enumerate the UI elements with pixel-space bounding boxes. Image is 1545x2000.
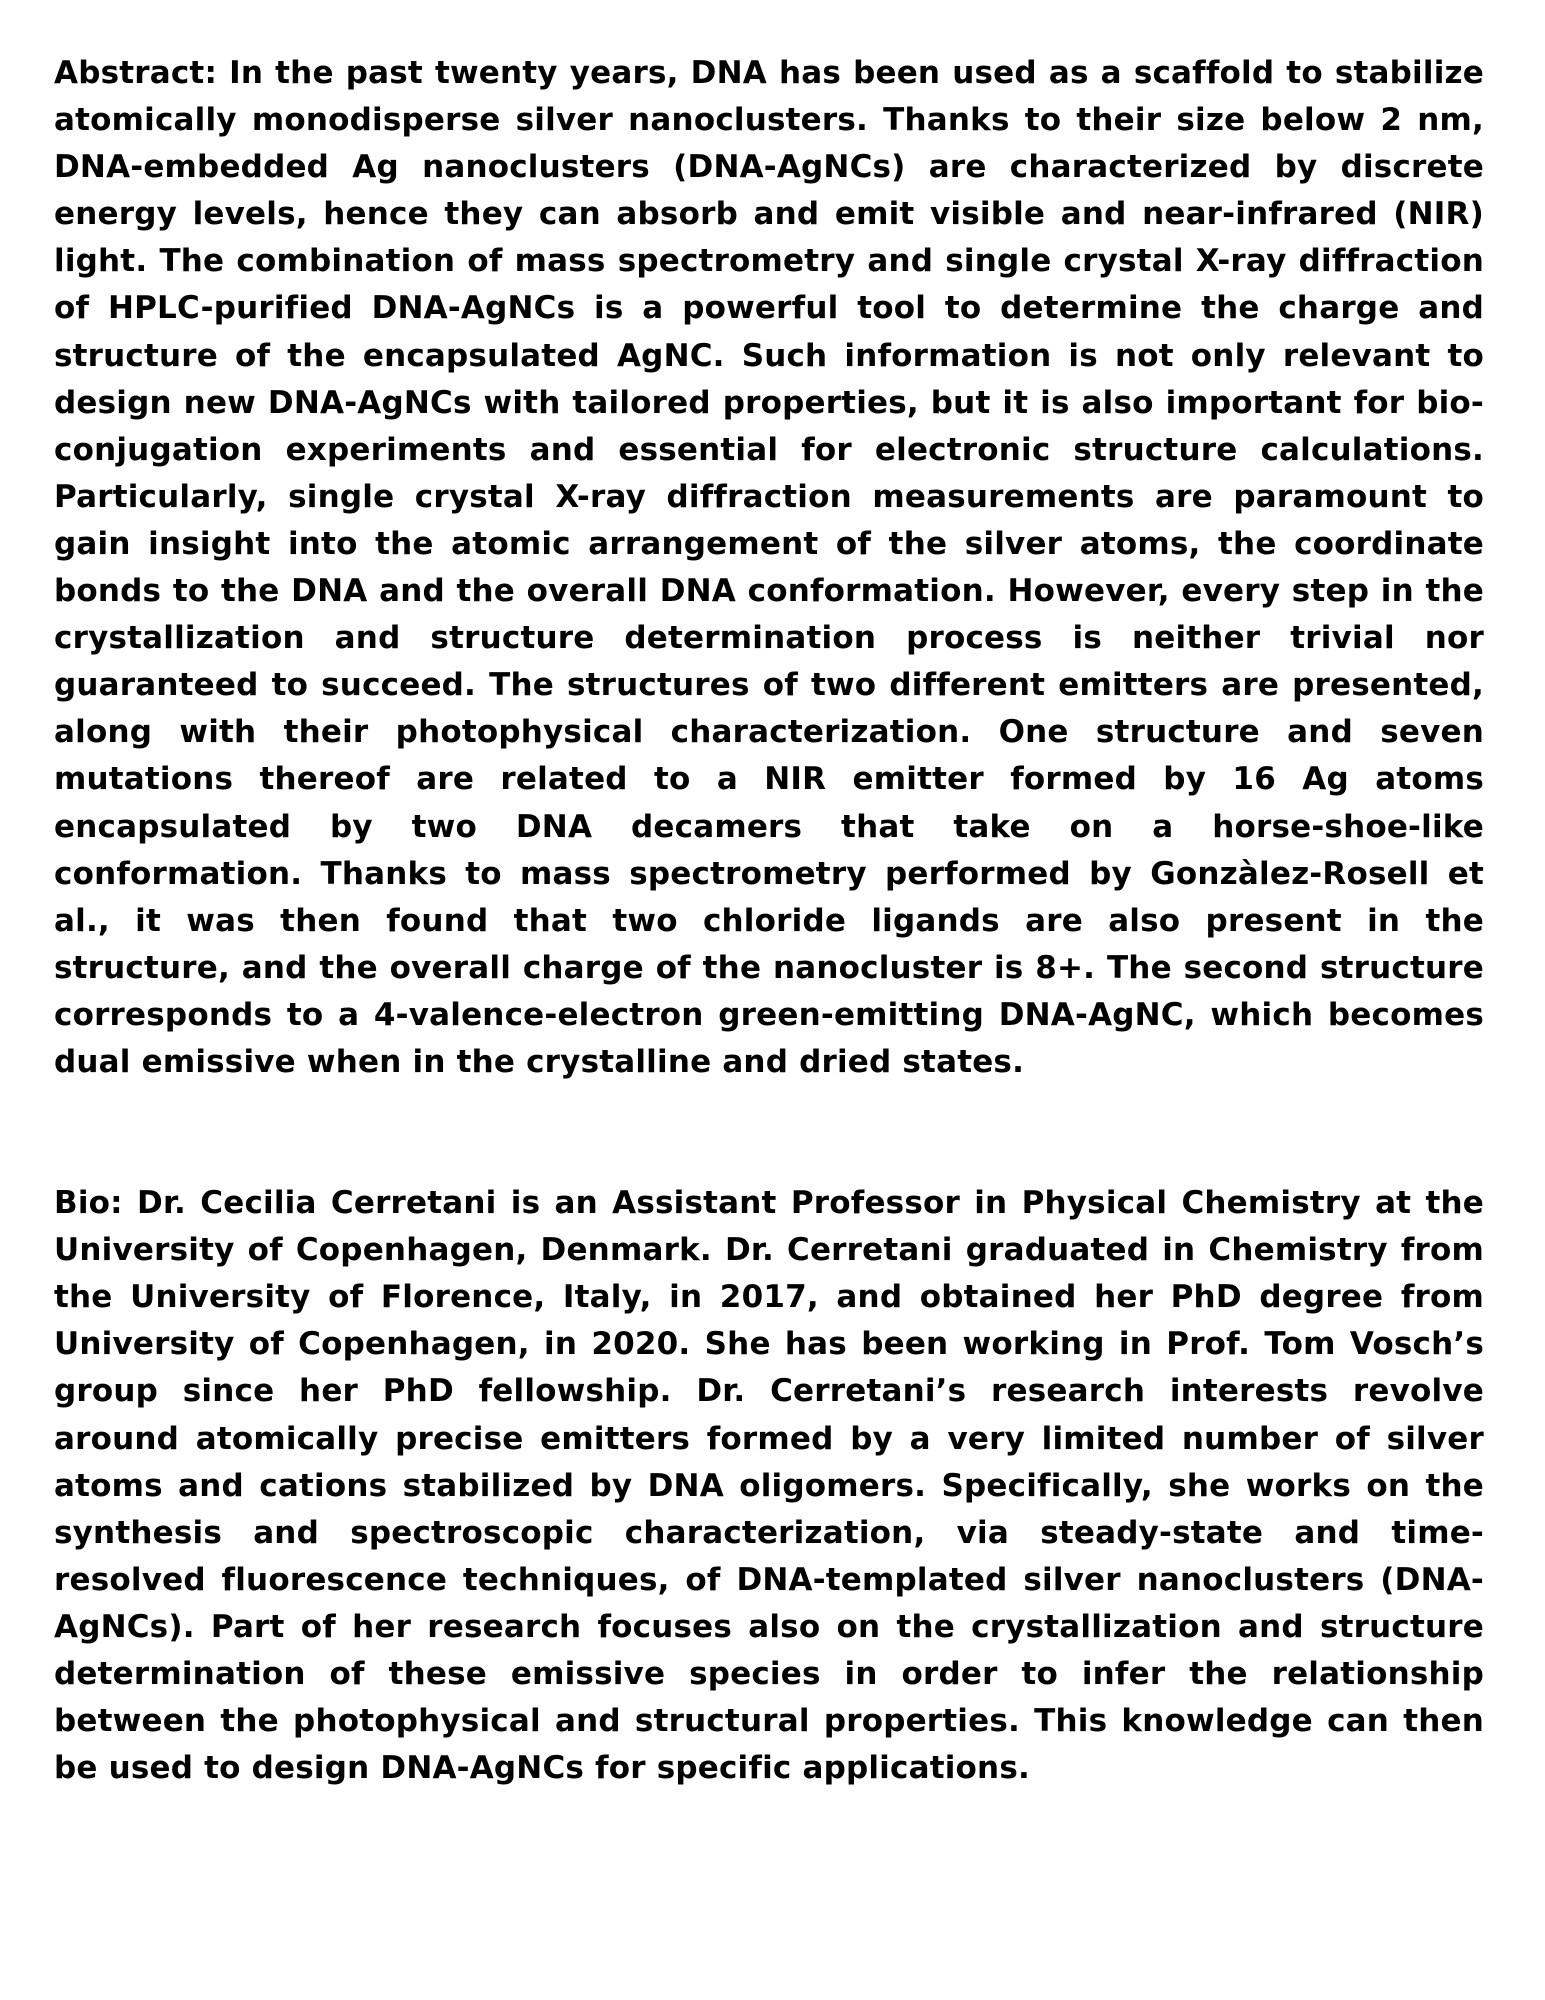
bio-paragraph: Bio: Dr. Cecilia Cerretani is an Assistant Professor in Physical Chemistry at the University of Copenhagen, Denmark. Dr. Cerretani graduated in Chemistry from the University of Florence, Italy, in 2017, and obtained her PhD degree from University of Copenhagen, in 2020. She has been working in Prof. Tom Vosch’s group since her PhD fellowship. Dr. Cerretani’s research interests revolve around atomically precise emitters formed by a very limited number of silver atoms and cations stabilized by DNA oligomers. Specifically, she works on the synthesis and spectroscopic characterization, via steady-state and time-resolved fluorescence techniques, of DNA-templated silver nanoclusters (DNA-AgNCs). Part of her research focuses also on the crystallization and structure determination of these emissive species in order to infer the relationship between the photophysical and structural properties. This knowledge can then be used to design DNA-AgNCs for specific applications. [54,1185,1484,1787]
abstract-paragraph: Abstract: In the past twenty years, DNA has been used as a scaffold to stabilize atomically monodisperse silver nanoclusters. Thanks to their size below 2 nm, DNA-embedded Ag nanoclusters (DNA-AgNCs) are characterized by discrete energy levels, hence they can absorb and emit visible and near-infrared (NIR) light. The combination of mass spectrometry and single crystal X-ray diffraction of HPLC-purified DNA-AgNCs is a powerful tool to determine the charge and structure of the encapsulated AgNC. Such information is not only relevant to design new DNA-AgNCs with tailored properties, but it is also important for bio-conjugation experiments and essential for electronic structure calculations. Particularly, single crystal X-ray diffraction measurements are paramount to gain insight into the atomic arrangement of the silver atoms, the coordinate bonds to the DNA and the overall DNA conformation. However, every step in the crystallization and structure determination process is neither trivial nor guaranteed to succeed. The structures of two different emitters are presented, along with their photophysical characterization. One structure and seven mutations thereof are related to a NIR emitter formed by 16 Ag atoms encapsulated by two DNA decamers that take on a horse-shoe-like conformation. Thanks to mass spectrometry performed by Gonzàlez-Rosell et al., it was then found that two chloride ligands are also present in the structure, and the overall charge of the nanocluster is 8+. The second structure corresponds to a 4-valence-electron green-emitting DNA-AgNC, which becomes dual emissive when in the crystalline and dried states. [54,55,1484,1080]
document-page [54,50,1484,1792]
